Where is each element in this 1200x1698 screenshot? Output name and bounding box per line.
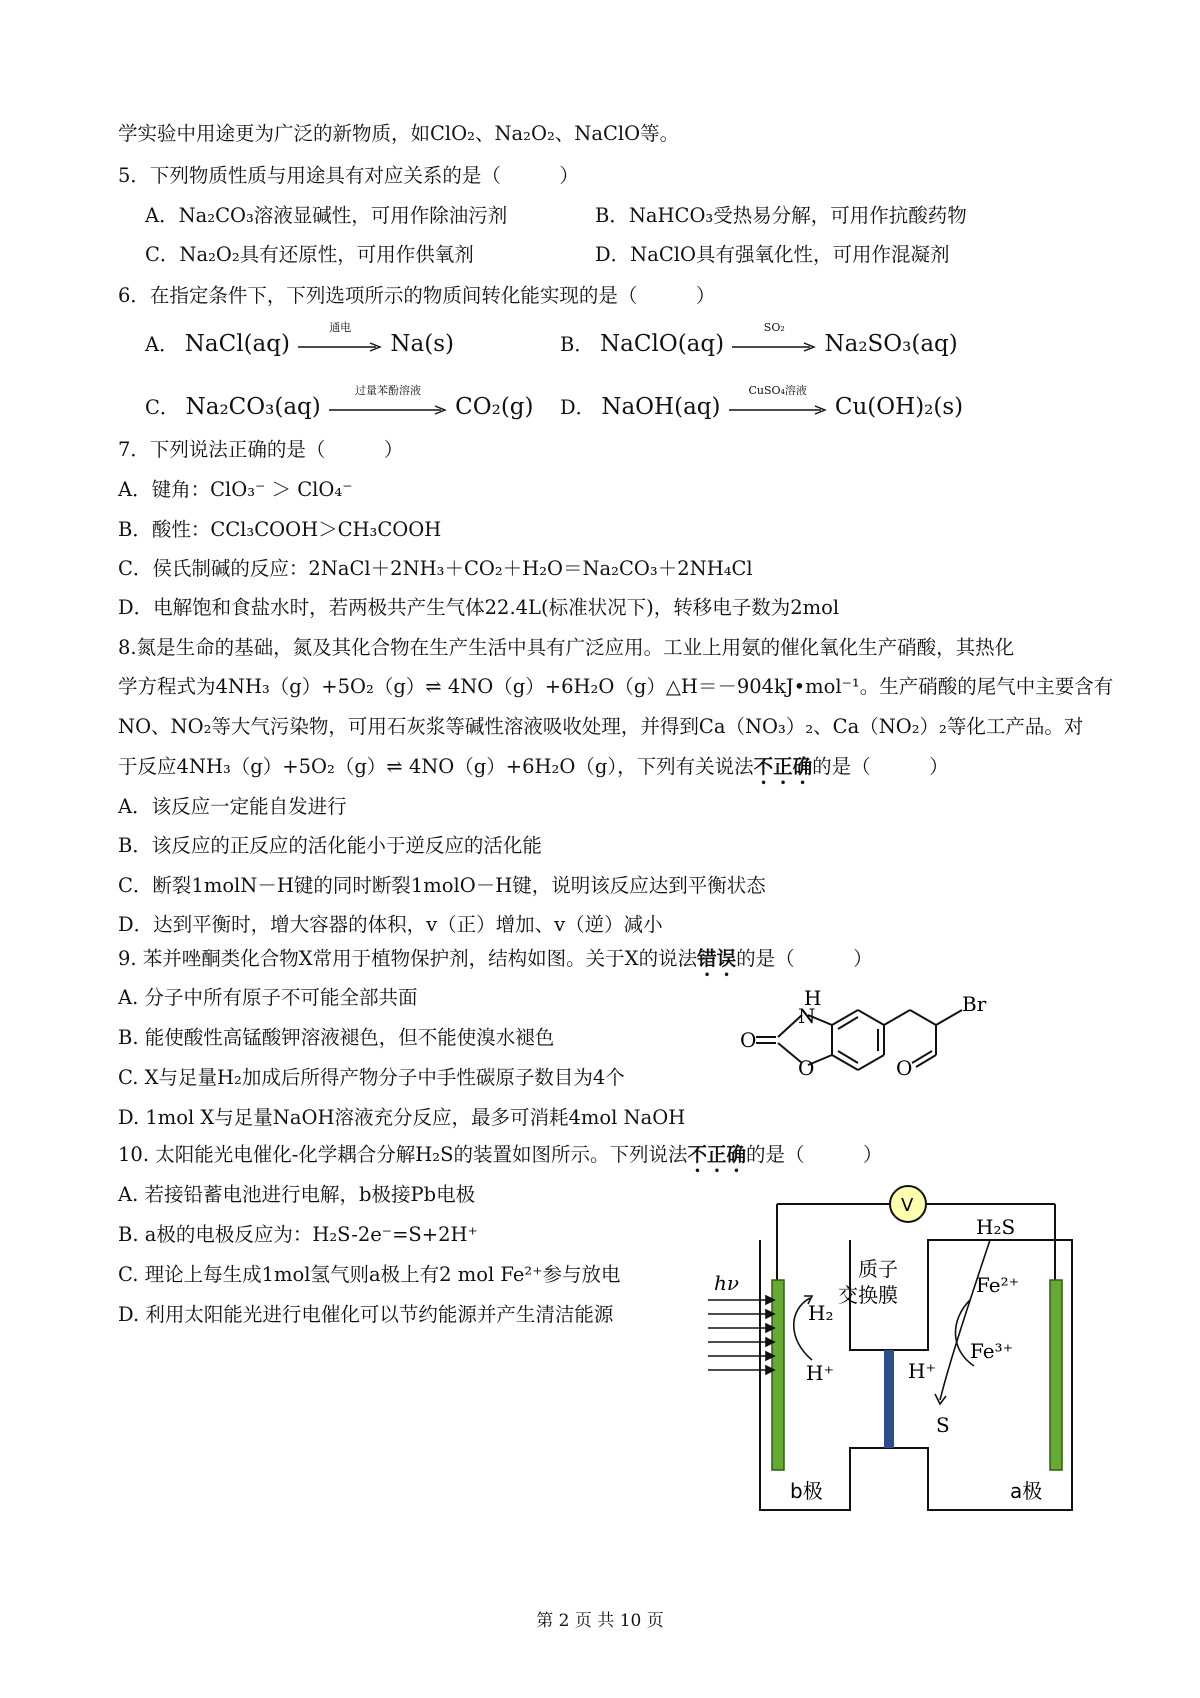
q8-option-d: D．达到平衡时，增大容器的体积，v（正）增加、v（逆）减小 bbox=[118, 913, 663, 936]
atom-o-ring-label: O bbox=[798, 1056, 815, 1080]
q8-line-2: 学方程式为4NH₃（g）+5O₂（g）⇌ 4NO（g）+6H₂O（g）△H＝－904kJ•mol⁻¹。生产硝酸的尾气中主要含有 bbox=[118, 675, 1114, 698]
q6-c-arrow bbox=[329, 383, 447, 419]
voltmeter-label: V bbox=[901, 1195, 914, 1216]
q6-c-condition: 过量苯酚溶液 bbox=[354, 383, 421, 397]
q6-option-b bbox=[560, 320, 958, 359]
electrode-b-label: b极 bbox=[790, 1479, 823, 1503]
atom-n-label: N bbox=[798, 1004, 816, 1028]
fe2-label: Fe²⁺ bbox=[976, 1273, 1020, 1297]
q8-line-1: 8.氮是生命的基础，氮及其化合物在生产生活中具有广泛应用。工业上用氨的催化氧化生产硝酸，其热化 bbox=[118, 636, 1015, 659]
q6-a-label: A． bbox=[145, 333, 179, 356]
arrow-icon bbox=[298, 342, 382, 352]
q10-option-c: C. 理论上每生成1mol氢气则a极上有2 mol Fe²⁺参与放电 bbox=[118, 1263, 621, 1286]
q6-b-condition: SO₂ bbox=[763, 320, 785, 334]
q8-option-a: A．该反应一定能自发进行 bbox=[118, 795, 347, 818]
q8-stem-post: 的是（ ） bbox=[812, 755, 949, 778]
q7-option-a: A．键角：ClO₃⁻ ＞ ClO₄⁻ bbox=[118, 478, 353, 501]
q10-option-d: D. 利用太阳能光进行电催化可以节约能源并产生清洁能源 bbox=[118, 1303, 614, 1326]
q9-stem-emphasis: 错误 bbox=[697, 947, 737, 970]
q6-d-right: Cu(OH)₂(s) bbox=[834, 394, 964, 420]
q9-option-d: D. 1mol X与足量NaOH溶液充分反应，最多可消耗4mol NaOH bbox=[118, 1106, 686, 1129]
electrolysis-apparatus-figure bbox=[700, 1180, 1090, 1520]
q9-option-c: C. X与足量H₂加成后所得产物分子中手性碳原子数目为4个 bbox=[118, 1066, 625, 1089]
q7-option-b: B．酸性：CCl₃COOH＞CH₃COOH bbox=[118, 518, 442, 541]
h2s-arrow-icon bbox=[940, 1240, 990, 1400]
molecule-structure-figure bbox=[740, 975, 1050, 1095]
arrow-icon bbox=[329, 405, 447, 415]
atom-o-carbonyl-label: O bbox=[740, 1028, 757, 1052]
q10-stem-post: 的是（ ） bbox=[746, 1143, 883, 1166]
q6-c-right: CO₂(g) bbox=[455, 394, 534, 420]
q10-stem-emphasis: 不正确 bbox=[687, 1143, 746, 1166]
q6-b-arrow bbox=[732, 320, 816, 356]
q9-option-b: B. 能使酸性高锰酸钾溶液褪色，但不能使溴水褪色 bbox=[118, 1026, 555, 1049]
q5-option-a: A．Na₂CO₃溶液显碱性，可用作除油污剂 bbox=[145, 204, 508, 227]
h2s-label: H₂S bbox=[976, 1215, 1016, 1239]
atom-o-aldehyde-label: O bbox=[896, 1056, 913, 1080]
electrode-b bbox=[772, 1280, 784, 1470]
intro-line: 学实验中用途更为广泛的新物质，如ClO₂、Na₂O₂、NaClO等。 bbox=[118, 122, 680, 145]
membrane-label-line1: 质子 bbox=[858, 1257, 898, 1281]
atom-h-label: H bbox=[804, 986, 822, 1010]
q6-b-right: Na₂SO₃(aq) bbox=[824, 331, 958, 357]
atom-br-label: Br bbox=[962, 992, 987, 1016]
light-hv-label: hν bbox=[714, 1271, 740, 1295]
q6-a-condition: 通电 bbox=[329, 320, 352, 334]
q6-a-right: Na(s) bbox=[390, 331, 454, 357]
q6-d-label: D． bbox=[560, 396, 596, 419]
q7-option-d: D．电解饱和食盐水时，若两极共产生气体22.4L(标准状况下)，转移电子数为2mol bbox=[118, 596, 840, 619]
q8-line-3: NO、NO₂等大气污染物，可用石灰浆等碱性溶液吸收处理，并得到Ca（NO₃）₂、Ca（NO₂）₂等化工产品。对 bbox=[118, 715, 1084, 738]
proton-exchange-membrane bbox=[884, 1350, 894, 1448]
electrode-a-label: a极 bbox=[1010, 1479, 1043, 1503]
q6-option-d bbox=[560, 383, 964, 422]
q8-option-b: B．该反应的正反应的活化能小于逆反应的活化能 bbox=[118, 834, 542, 857]
q5-option-c: C．Na₂O₂具有还原性，可用作供氧剂 bbox=[145, 243, 474, 266]
fe3-label: Fe³⁺ bbox=[970, 1339, 1014, 1363]
page-footer: 第 2 页 共 10 页 bbox=[536, 1611, 664, 1631]
q6-d-left: NaOH(aq) bbox=[601, 394, 721, 420]
arrow-icon bbox=[729, 405, 827, 415]
q6-c-label: C． bbox=[145, 396, 180, 419]
q6-option-a bbox=[145, 320, 454, 359]
electrode-a bbox=[1050, 1280, 1062, 1470]
q10-option-a: A. 若接铅蓄电池进行电解，b极接Pb电极 bbox=[118, 1183, 476, 1206]
q6-b-left: NaClO(aq) bbox=[600, 331, 725, 357]
h2-product-label: H₂ bbox=[808, 1301, 834, 1325]
q6-d-condition: CuSO₄溶液 bbox=[748, 383, 807, 397]
q5-option-d: D．NaClO具有强氧化性，可用作混凝剂 bbox=[595, 243, 950, 266]
q5-stem: 5．下列物质性质与用途具有对应关系的是（ ） bbox=[118, 164, 579, 187]
q10-option-b: B. a极的电极反应为：H₂S-2e⁻=S+2H⁺ bbox=[118, 1223, 478, 1246]
q8-option-c: C．断裂1molN－H键的同时断裂1molO－H键，说明该反应达到平衡状态 bbox=[118, 874, 766, 897]
membrane-label-line2: 交换膜 bbox=[838, 1283, 898, 1307]
q7-stem: 7．下列说法正确的是（ ） bbox=[118, 438, 404, 461]
q10-stem-pre: 10. 太阳能光电催化-化学耦合分解H₂S的装置如图所示。下列说法 bbox=[118, 1143, 688, 1166]
q6-d-arrow bbox=[729, 383, 827, 419]
q10-stem bbox=[118, 1141, 883, 1177]
q8-stem-pre: 于反应4NH₃（g）+5O₂（g）⇌ 4NO（g）+6H₂O（g），下列有关说法 bbox=[118, 755, 754, 778]
arrow-icon bbox=[732, 342, 816, 352]
sulfur-product-label: S bbox=[936, 1413, 950, 1437]
q7-option-c: C．侯氏制碱的反应：2NaCl＋2NH₃＋CO₂＋H₂O＝Na₂CO₃＋2NH₄Cl bbox=[118, 557, 753, 580]
hplus-left-label: H⁺ bbox=[806, 1361, 834, 1385]
q8-stem-emphasis: 不正确 bbox=[753, 755, 813, 778]
q8-line-4 bbox=[118, 753, 949, 789]
q9-stem-post: 的是（ ） bbox=[736, 947, 873, 970]
q9-stem-pre: 9. 苯并唑酮类化合物X常用于植物保护剂，结构如图。关于X的说法 bbox=[118, 947, 698, 970]
q6-b-label: B． bbox=[560, 333, 594, 356]
q6-c-left: Na₂CO₃(aq) bbox=[185, 394, 321, 420]
q6-option-c bbox=[145, 383, 534, 422]
q6-a-left: NaCl(aq) bbox=[184, 331, 290, 357]
q6-stem: 6．在指定条件下，下列选项所示的物质间转化能实现的是（ ） bbox=[118, 284, 716, 307]
q5-option-b: B．NaHCO₃受热易分解，可用作抗酸药物 bbox=[595, 204, 967, 227]
hplus-right-label: H⁺ bbox=[908, 1359, 936, 1383]
q9-option-a: A. 分子中所有原子不可能全部共面 bbox=[118, 986, 418, 1009]
q6-a-arrow bbox=[298, 320, 382, 356]
light-arrows bbox=[708, 1296, 774, 1374]
